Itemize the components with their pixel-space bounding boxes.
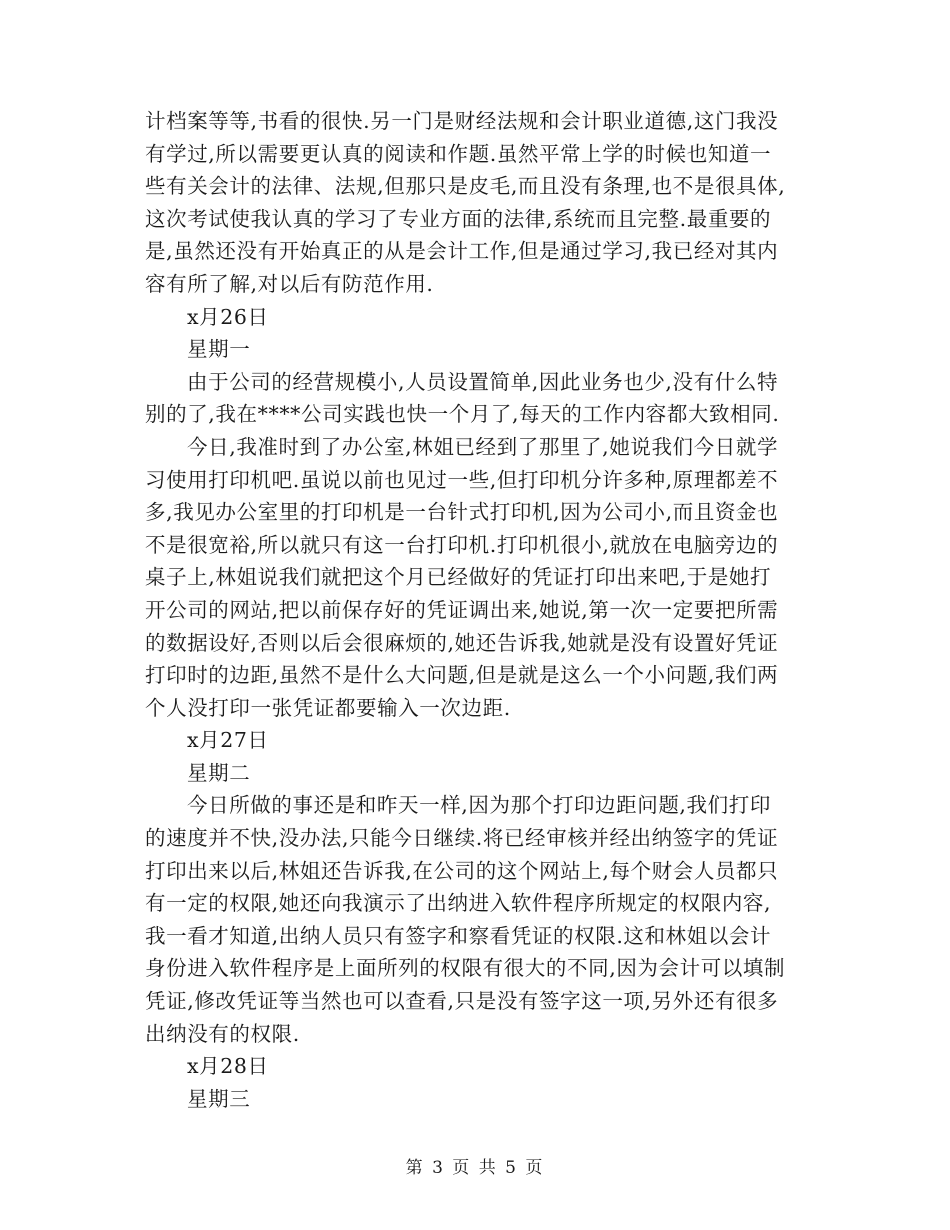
text-line: 今日所做的事还是和昨天一样,因为那个打印边距问题,我们打印 <box>187 793 771 818</box>
text-line: 这次考试使我认真的学习了专业方面的法律,系统而且完整.最重要的 <box>145 206 772 231</box>
text-line: 个人没打印一张凭证都要输入一次边距. <box>145 695 511 720</box>
text-line: x月26日 <box>187 304 269 329</box>
text-line: 些有关会计的法律、法规,但那只是皮毛,而且没有条理,也不是很具体, <box>145 174 786 199</box>
text-line: 计档案等等,书看的很快.另一门是财经法规和会计职业道德,这门我没 <box>145 109 779 133</box>
text-line: 有一定的权限,她还向我演示了出纳进入软件程序所规定的权限内容, <box>145 891 772 916</box>
text-line: 不是很宽裕,所以就只有这一台打印机.打印机很小,就放在电脑旁边的 <box>145 532 779 557</box>
document-body <box>145 105 810 1115</box>
text-line: 出纳没有的权限. <box>145 1021 300 1046</box>
text-line: 开公司的网站,把以前保存好的凭证调出来,她说,第一次一定要把所需 <box>145 597 779 622</box>
text-line: 习使用打印机吧.虽说以前也见过一些,但打印机分许多种,原理都差不 <box>145 467 779 492</box>
text-line: 打印时的边距,虽然不是什么大问题,但是就是这么一个小问题,我们两 <box>145 663 779 688</box>
text-line: 打印出来以后,林姐还告诉我,在公司的这个网站上,每个财会人员都只 <box>145 858 779 883</box>
text-line: 星期一 <box>187 337 251 362</box>
text-line: 星期二 <box>187 760 251 785</box>
text-line: 今日,我准时到了办公室,林姐已经到了那里了,她说我们今日就学 <box>187 434 779 459</box>
text-line: x月27日 <box>187 728 269 753</box>
text-line: 由于公司的经营规模小,人员设置简单,因此业务也少,没有什么特 <box>187 369 779 394</box>
text-line: 的数据设好,否则以后会很麻烦的,她还告诉我,她就是没有设置好凭证 <box>145 630 779 655</box>
text-line: 有学过,所以需要更认真的阅读和作题.虽然平常上学的时候也知道一 <box>145 141 772 166</box>
text-line: 我一看才知道,出纳人员只有签字和察看凭证的权限.这和林姐以会计 <box>145 923 772 948</box>
text-line: 是,虽然还没有开始真正的从是会计工作,但是通过学习,我已经对其内 <box>145 239 779 264</box>
text-line: 别的了,我在****公司实践也快一个月了,每天的工作内容都大致相同. <box>145 402 780 427</box>
text-line: x月28日 <box>187 1054 269 1079</box>
text-line: 容有所了解,对以后有防范作用. <box>145 271 434 296</box>
page-number-footer: 第 3 页 共 5 页 <box>405 1158 545 1178</box>
text-line: 多,我见办公室里的打印机是一台针式打印机,因为公司小,而且资金也 <box>145 500 779 525</box>
text-line: 桌子上,林姐说我们就把这个月已经做好的凭证打印出来吧,于是她打 <box>145 565 772 590</box>
text-line: 凭证,修改凭证等当然也可以查看,只是没有签字这一项,另外还有很多 <box>145 989 779 1014</box>
text-line: 星期三 <box>187 1086 251 1111</box>
text-line: 身份进入软件程序是上面所列的权限有很大的不同,因为会计可以填制 <box>145 956 786 981</box>
text-line: 的速度并不快,没办法,只能今日继续.将已经审核并经出纳签字的凭证 <box>145 826 779 851</box>
